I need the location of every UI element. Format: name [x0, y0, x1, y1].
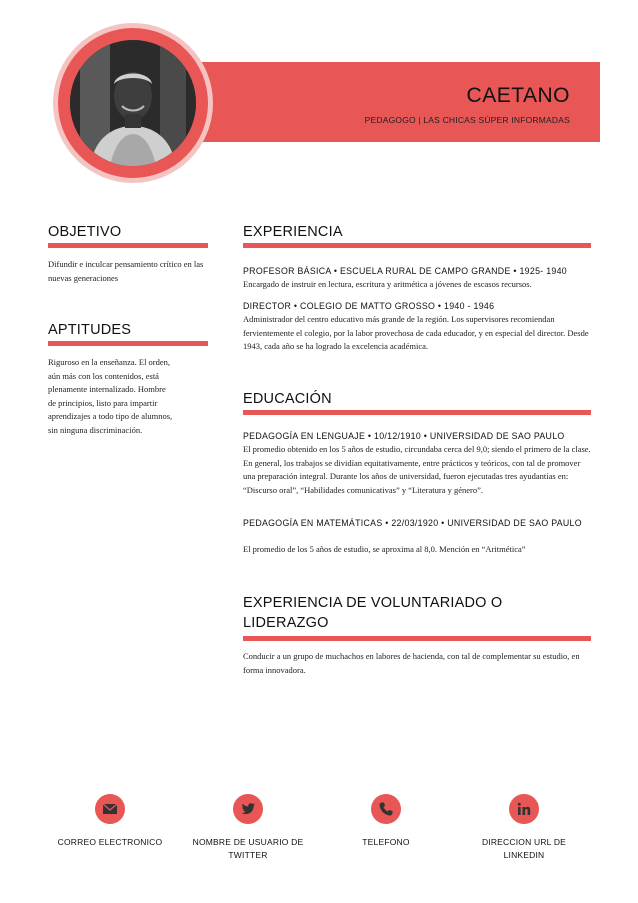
education-title: EDUCACIÓN: [243, 391, 332, 407]
education-item-text: El promedio de los 5 años de estudio, se aproxima al 8,0. Mención en “Aritmética”: [243, 544, 526, 554]
linkedin-icon[interactable]: [509, 794, 539, 824]
objective-title: OBJETIVO: [48, 224, 122, 240]
contact-label-linkedin: DIRECCION URL DE LINKEDIN: [481, 837, 567, 860]
phone-icon[interactable]: [371, 794, 401, 824]
volunteer-text: Conducir a un grupo de muchachos en labores de hacienda, con tal de complementar su estudio, en forma innovadora.: [243, 651, 580, 675]
volunteer-rule: [243, 636, 591, 641]
candidate-subtitle: PEDAGOGO | LAS CHICAS SÚPER INFORMADAS: [364, 115, 570, 125]
experience-item-heading: PROFESOR BÁSICA • ESCUELA RURAL DE CAMPO GRANDE • 1925- 1940: [243, 266, 568, 276]
contact-label-phone: TELEFONO: [362, 837, 410, 847]
volunteer-title: EXPERIENCIA DE VOLUNTARIADO O LIDERAZGO: [243, 595, 503, 631]
objective-text: Difundir e inculcar pensamiento crítico en las nuevas generaciones: [48, 259, 204, 283]
experience-item-text: Administrador del centro educativo más grande de la región. Los supervisores recomiendan fervientemente el colegio, por la labor provechosa de cada educador, y en especial del director. Desde 1943, cada año se ha logrado la excelencia académica.: [243, 314, 589, 351]
experience-item-text: Encargado de instruir en lectura, escritura y aritmética a jóvenes de escasos recursos.: [243, 279, 532, 289]
twitter-icon[interactable]: [233, 794, 263, 824]
objective-rule: [48, 243, 208, 248]
education-item-text: El promedio obtenido en los 5 años de estudio, circundaba cerca del 9,0; siendo el primero de la clase. En general, los trabajos se dividían equitativamente, entre prácticos y teóricos, con tal de promover una preparación integral. Durante los años de universidad, fueron ejecutadas tres ayudantías en: “Discurso oral”, “Habilidades comunicativas” y “Literatura y género”.: [243, 444, 591, 495]
experience-title: EXPERIENCIA: [243, 224, 343, 240]
profile-photo: [70, 40, 196, 166]
experience-rule: [243, 243, 591, 248]
skills-text: Riguroso en la enseñanza. El orden, aún más con los contenidos, está plenamente internalizado. Hombre de principios, listo para impartir aprendizajes a todo tipo de alumnos, sin ninguna discriminación.: [48, 357, 173, 435]
contact-label-twitter: NOMBRE DE USUARIO DE TWITTER: [192, 837, 304, 860]
skills-rule: [48, 341, 208, 346]
education-rule: [243, 410, 591, 415]
contact-label-email: CORREO ELECTRONICO: [57, 837, 163, 847]
education-item-heading: PEDAGOGÍA EN LENGUAJE • 10/12/1910 • UNIVERSIDAD DE SAO PAULO: [243, 431, 565, 441]
experience-item-heading: DIRECTOR • COLEGIO DE MATTO GROSSO • 1940 - 1946: [243, 301, 495, 311]
candidate-name: CAETANO: [466, 84, 570, 107]
education-item-heading: PEDAGOGÍA EN MATEMÁTICAS • 22/03/1920 • UNIVERSIDAD DE SAO PAULO: [243, 518, 582, 528]
skills-title: APTITUDES: [48, 322, 132, 338]
envelope-icon[interactable]: [95, 794, 125, 824]
